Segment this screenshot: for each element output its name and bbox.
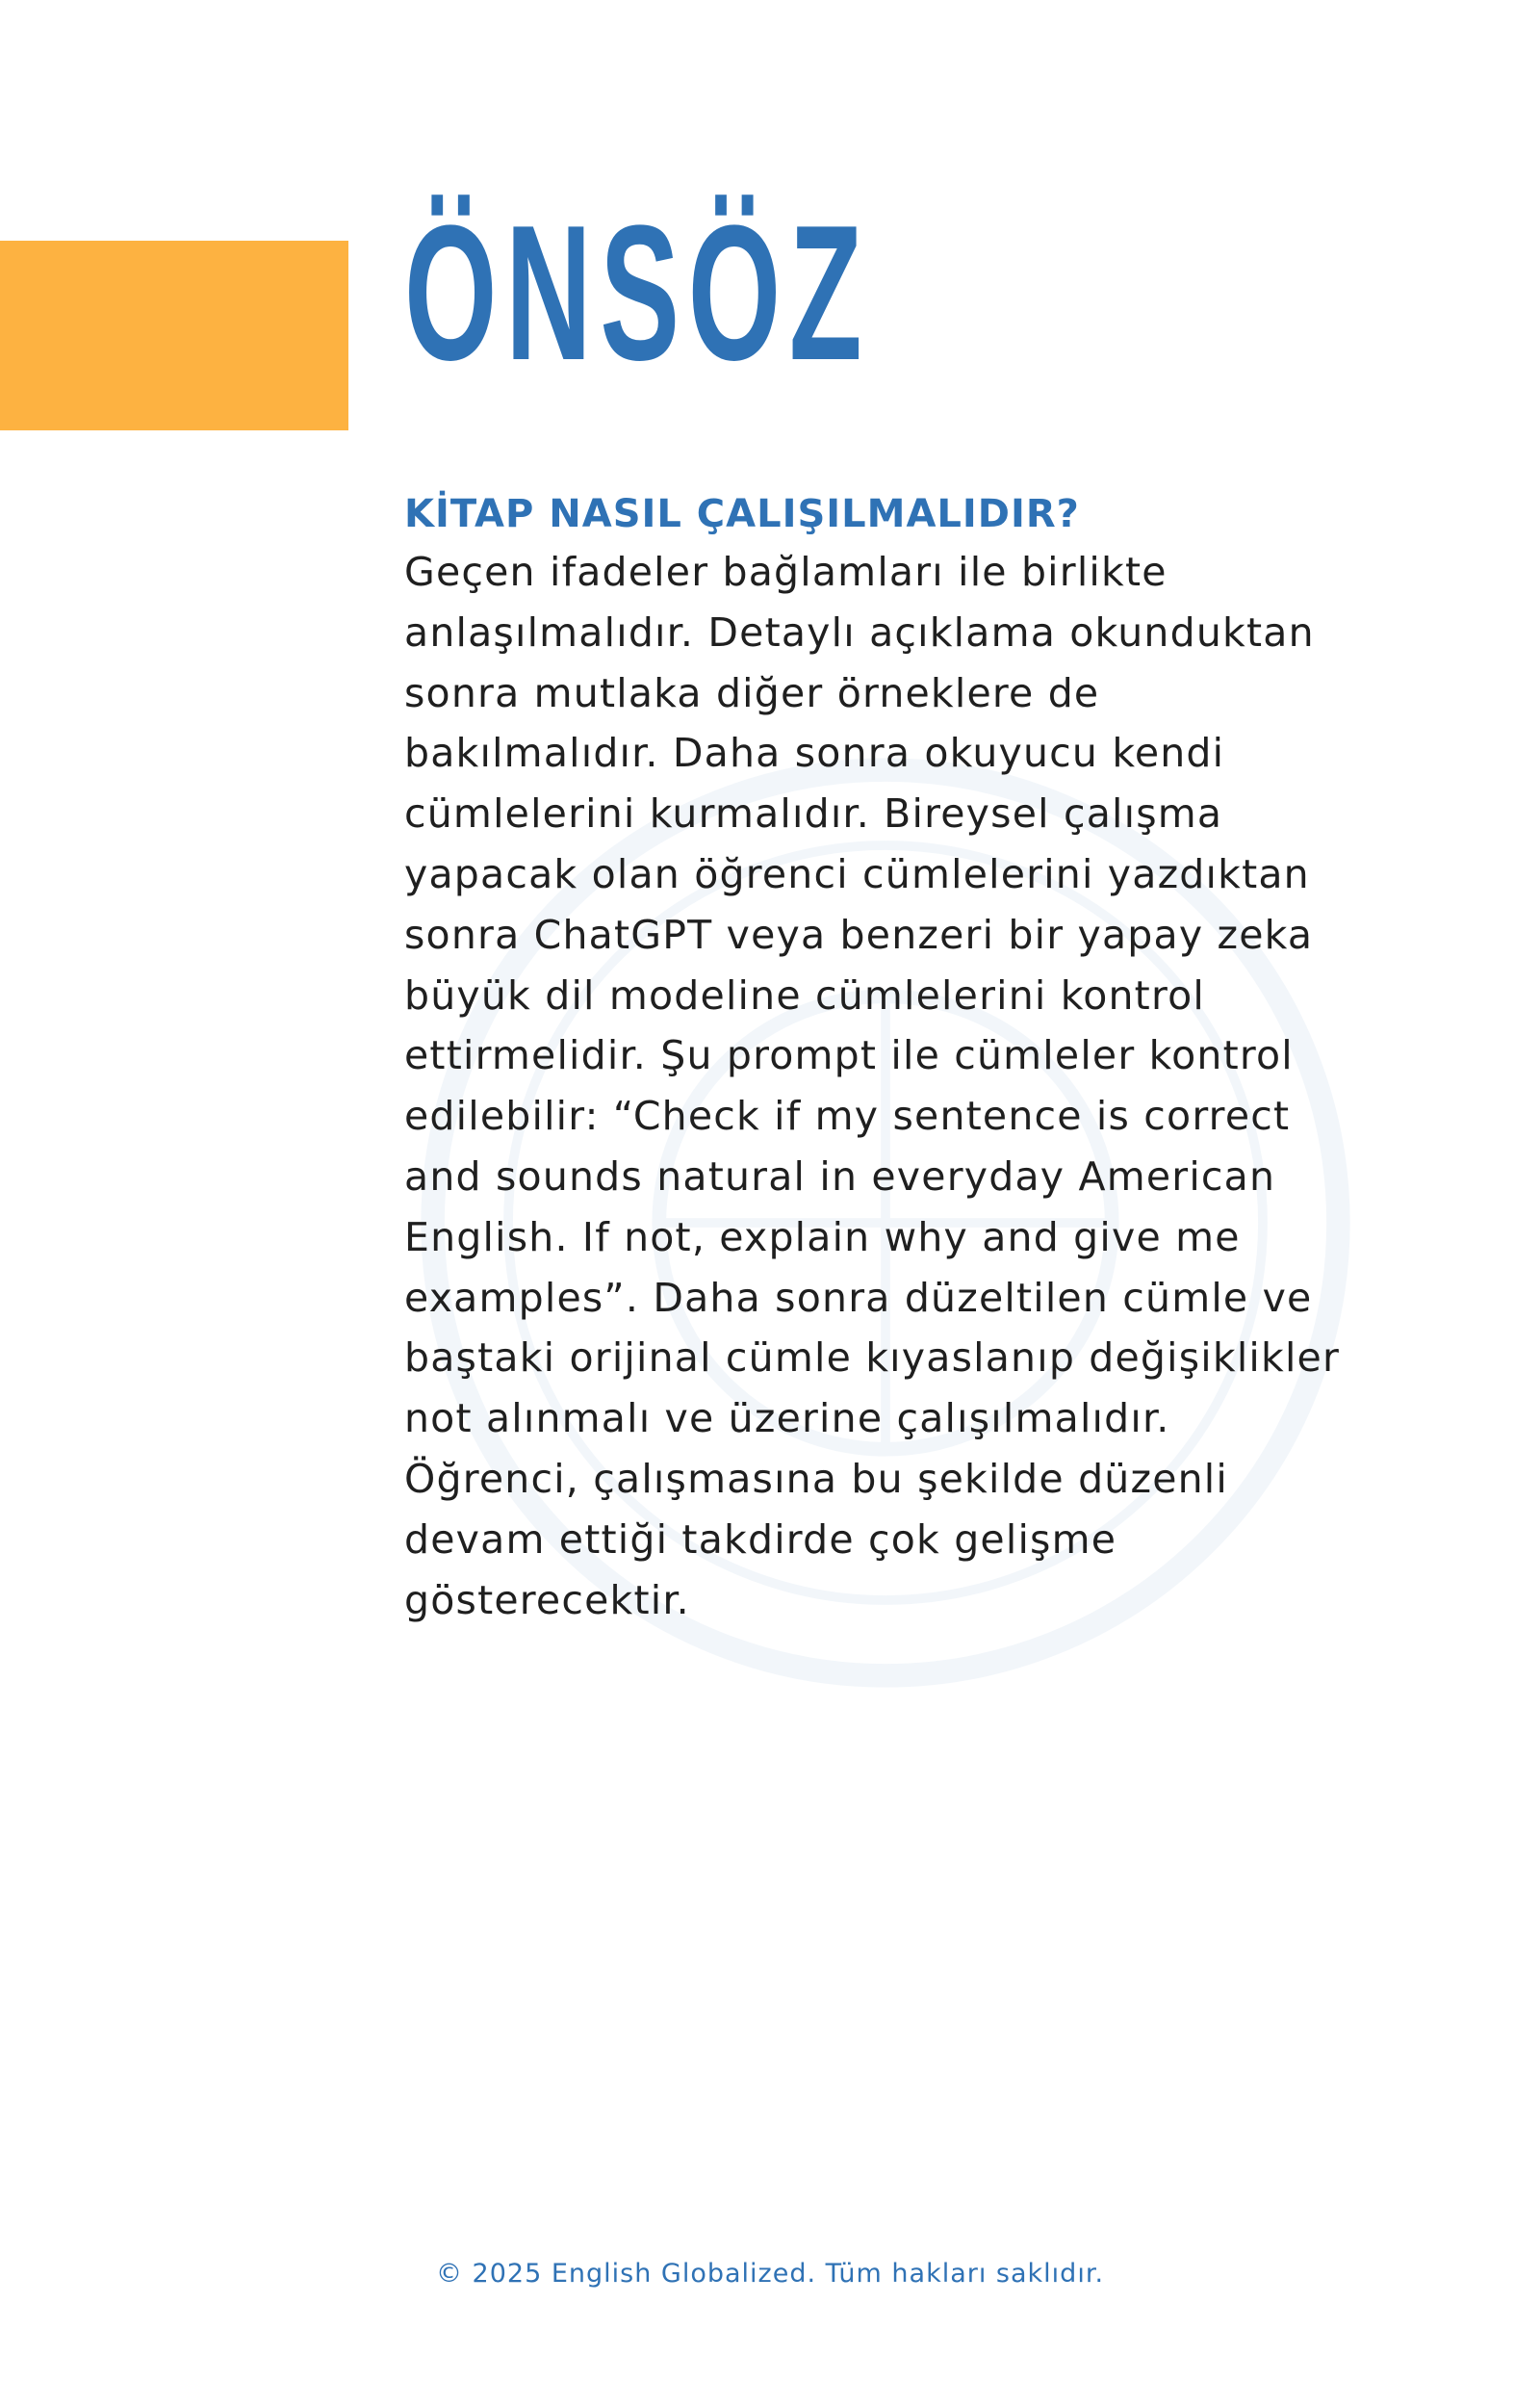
- paragraph-line: examples”. Daha sonra düzeltilen cümle ve: [404, 1274, 1313, 1321]
- paragraph-line: sonra mutlaka diğer örneklere de: [404, 669, 1100, 716]
- paragraph-line: and sounds natural in everyday American: [404, 1152, 1276, 1200]
- accent-bar: [0, 241, 348, 430]
- paragraph-line: edilebilir: “Check if my sentence is correct: [404, 1093, 1291, 1140]
- paragraph-line: English. If not, explain why and give me: [404, 1213, 1241, 1260]
- paragraph-line: yapacak olan öğrenci cümlelerini yazdıktan: [404, 850, 1310, 897]
- paragraph-line: cümlelerini kurmalıdır. Bireysel çalışma: [404, 790, 1223, 838]
- paragraph-line: bakılmalıdır. Daha sonra okuyucu kendi: [404, 730, 1225, 777]
- paragraph-line: sonra ChatGPT veya benzeri bir yapay zeka: [404, 911, 1314, 958]
- paragraph-line: devam ettiği takdirde çok gelişme: [404, 1515, 1117, 1563]
- paragraph-line: baştaki orijinal cümle kıyaslanıp değişiklikler: [404, 1334, 1341, 1382]
- paragraph-line: not alınmalı ve üzerine çalışılmalıdır.: [404, 1395, 1170, 1442]
- content-section: [404, 486, 1405, 1630]
- page-title: ÖNSÖZ: [404, 186, 871, 401]
- paragraph-line: Geçen ifadeler bağlamları ile birlikte: [404, 549, 1168, 595]
- body-paragraph: [404, 542, 1405, 1630]
- footer-copyright: © 2025 English Globalized. Tüm hakları saklıdır.: [435, 2259, 1105, 2289]
- paragraph-line: gösterecektir.: [404, 1576, 690, 1623]
- paragraph-line: Öğrenci, çalışmasına bu şekilde düzenli: [404, 1455, 1228, 1502]
- paragraph-line: anlaşılmalıdır. Detaylı açıklama okunduktan: [404, 608, 1315, 656]
- section-heading: KİTAP NASIL ÇALIŞILMALIDIR?: [404, 492, 1080, 536]
- paragraph-line: ettirmelidir. Şu prompt ile cümleler kontrol: [404, 1032, 1294, 1079]
- paragraph-line: büyük dil modeline cümlelerini kontrol: [404, 971, 1205, 1019]
